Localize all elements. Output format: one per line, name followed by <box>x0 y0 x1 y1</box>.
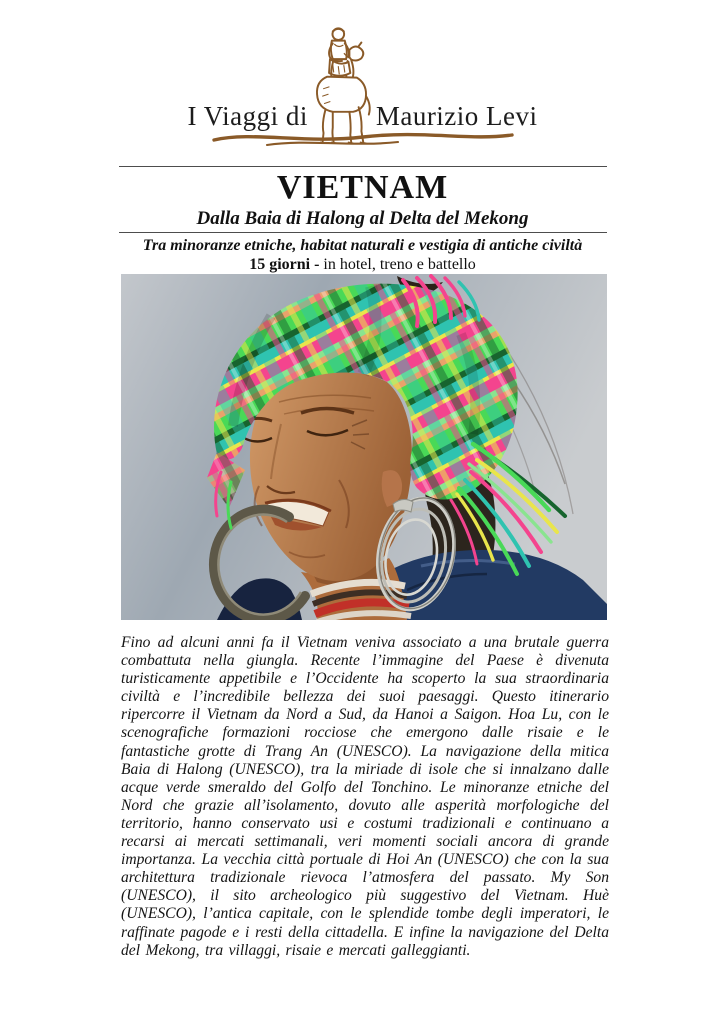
page-tagline: Tra minoranze etniche, habitat naturali e vestigia di antiche civiltà <box>142 237 583 254</box>
hero-photo <box>121 274 607 620</box>
divider-subtitle <box>119 232 607 233</box>
trip-duration <box>0 255 725 274</box>
page-title: VIETNAM <box>276 169 449 206</box>
brand-text-left: I Viaggi di <box>187 101 308 131</box>
divider-top <box>119 166 607 167</box>
trip-duration-days: 15 giorni - <box>249 256 320 273</box>
intro-paragraph: Fino ad alcuni anni fa il Vietnam veniva associato a una brutale guerra combattuta nella giungla. Recente l’immagine del Paese è divenuta turisticamente appetibile e l’Occidente ha scoperto la sua straordinaria civiltà e l’incredibile bellezza dei suoi paesaggi. Questo itinerario ripercorre il Vietnam da Nord a Sud, da Hanoi a Saigon. Hoa Lu, con le scenografiche formazioni rocciose che emergono dalle risaie e le fantastiche grotte di Trang An (UNESCO). La navigazione della mitica Baia di Halong (UNESCO), tra la miriade di isole che si innalzano dalle acque verde smeraldo del Golfo del Tonchino. Le minoranze etniche del Nord che grazie all’isolamento, dovuto alle asperità morfologiche del territorio, hanno conservato usi e costumi tradizionali e continuano a recarsi ai mercati settimanali, veri momenti sociali ancora di grande importanza. La vecchia città portuale di Hoi An (UNESCO) che con la sua architettura tradizionale rievoca l’atmosfera del passato. My Son (UNESCO), il sito archeologico più suggestivo del Vietnam. Huè (UNESCO), l’antica capitale, con le splendide tombe degli imperatori, le raffinate pagode e i resti della cittadella. E infine la navigazione del Delta del Mekong, tra villaggi, risaie e mercati galleggianti. <box>121 634 609 959</box>
brand-text-right: Maurizio Levi <box>375 101 538 131</box>
trip-duration-detail: in hotel, treno e battello <box>319 256 476 273</box>
page-subtitle: Dalla Baia di Halong al Delta del Mekong <box>196 208 529 229</box>
swoosh-underline <box>0 126 725 148</box>
